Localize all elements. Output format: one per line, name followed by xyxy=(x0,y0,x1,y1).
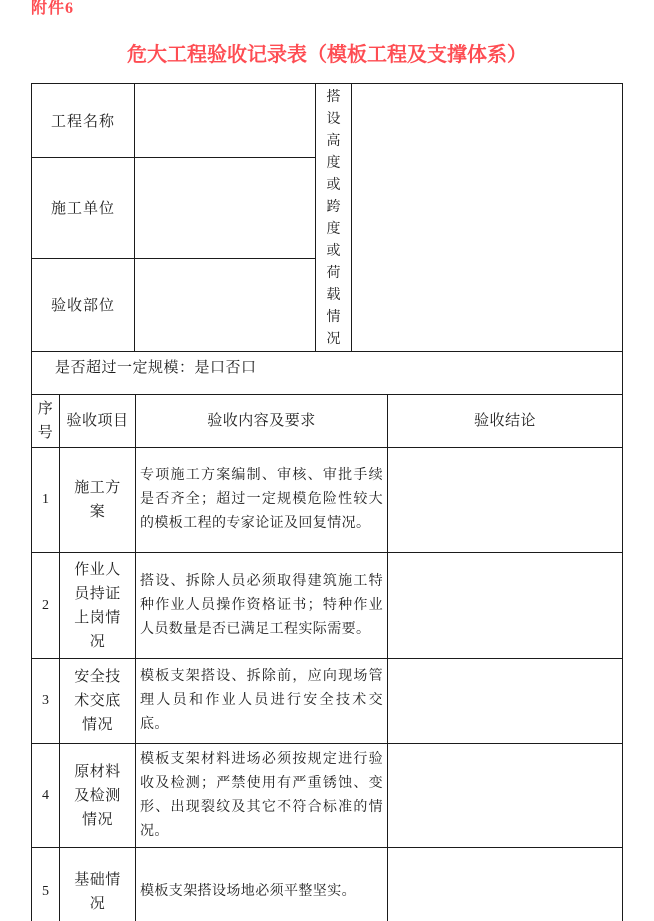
item-row-4 xyxy=(32,744,623,848)
item-4-no: 4 xyxy=(32,744,60,848)
col-header-item: 验收项目 xyxy=(60,395,136,448)
item-2-conclusion-cell[interactable] xyxy=(388,553,623,659)
item-4-conclusion-cell[interactable] xyxy=(388,744,623,848)
item-4-content: 模板支架材料进场必须按规定进行验收及检测；严禁使用有严重锈蚀、变形、出现裂纹及其它不符合标准的情况。 xyxy=(136,744,388,848)
construction-unit-label: 施工单位 xyxy=(32,158,135,258)
erection-height-value-cell[interactable] xyxy=(352,84,623,352)
project-name-label: 工程名称 xyxy=(32,84,135,158)
item-3-no: 3 xyxy=(32,659,60,744)
acceptance-part-value-cell[interactable] xyxy=(135,258,316,351)
item-1-content: 专项施工方案编制、审核、审批手续是否齐全；超过一定规模危险性较大的模板工程的专家论证及回复情况。 xyxy=(136,448,388,553)
erection-height-label: 搭设高度或跨度或荷载情况 xyxy=(326,90,341,347)
item-2-content: 搭设、拆除人员必须取得建筑施工特种作业人员操作资格证书；特种作业人员数量是否已满足工程实际需要。 xyxy=(136,553,388,659)
acceptance-part-label: 验收部位 xyxy=(32,258,135,351)
page-title: 危大工程验收记录表（模板工程及支撑体系） xyxy=(127,44,527,66)
item-row-5 xyxy=(32,848,623,921)
construction-unit-value-cell[interactable] xyxy=(135,158,316,258)
item-3-name: 安全技术交底情况 xyxy=(60,659,136,744)
col-header-no: 序号 xyxy=(32,395,60,448)
col-header-content: 验收内容及要求 xyxy=(136,395,388,448)
col-header-conclusion: 验收结论 xyxy=(388,395,623,448)
item-1-name: 施工方案 xyxy=(60,448,136,553)
item-2-name: 作业人员持证上岗情况 xyxy=(60,553,136,659)
item-5-name: 基础情况 xyxy=(60,848,136,921)
item-row-1 xyxy=(32,448,623,553)
scale-row xyxy=(32,352,623,395)
project-name-value-cell[interactable] xyxy=(135,84,316,158)
item-4-name: 原材料及检测情况 xyxy=(60,744,136,848)
item-5-conclusion-cell[interactable] xyxy=(388,848,623,921)
item-3-conclusion-cell[interactable] xyxy=(388,659,623,744)
erection-height-label-cell xyxy=(316,84,352,352)
items-table xyxy=(31,394,623,921)
scale-question-cell[interactable]: 是否超过一定规模：是口否口 xyxy=(32,352,623,395)
item-row-3 xyxy=(32,659,623,744)
attachment-label: 附件6 xyxy=(31,0,75,17)
item-1-conclusion-cell[interactable] xyxy=(388,448,623,553)
item-5-no: 5 xyxy=(32,848,60,921)
item-row-2 xyxy=(32,553,623,659)
info-table xyxy=(31,83,623,395)
info-row-project xyxy=(32,84,623,158)
item-5-content: 模板支架搭设场地必须平整坚实。 xyxy=(136,848,388,921)
item-2-no: 2 xyxy=(32,553,60,659)
item-1-no: 1 xyxy=(32,448,60,553)
form-tables xyxy=(31,83,622,921)
items-header-row xyxy=(32,395,623,448)
item-3-content: 模板支架搭设、拆除前，应向现场管理人员和作业人员进行安全技术交底。 xyxy=(136,659,388,744)
